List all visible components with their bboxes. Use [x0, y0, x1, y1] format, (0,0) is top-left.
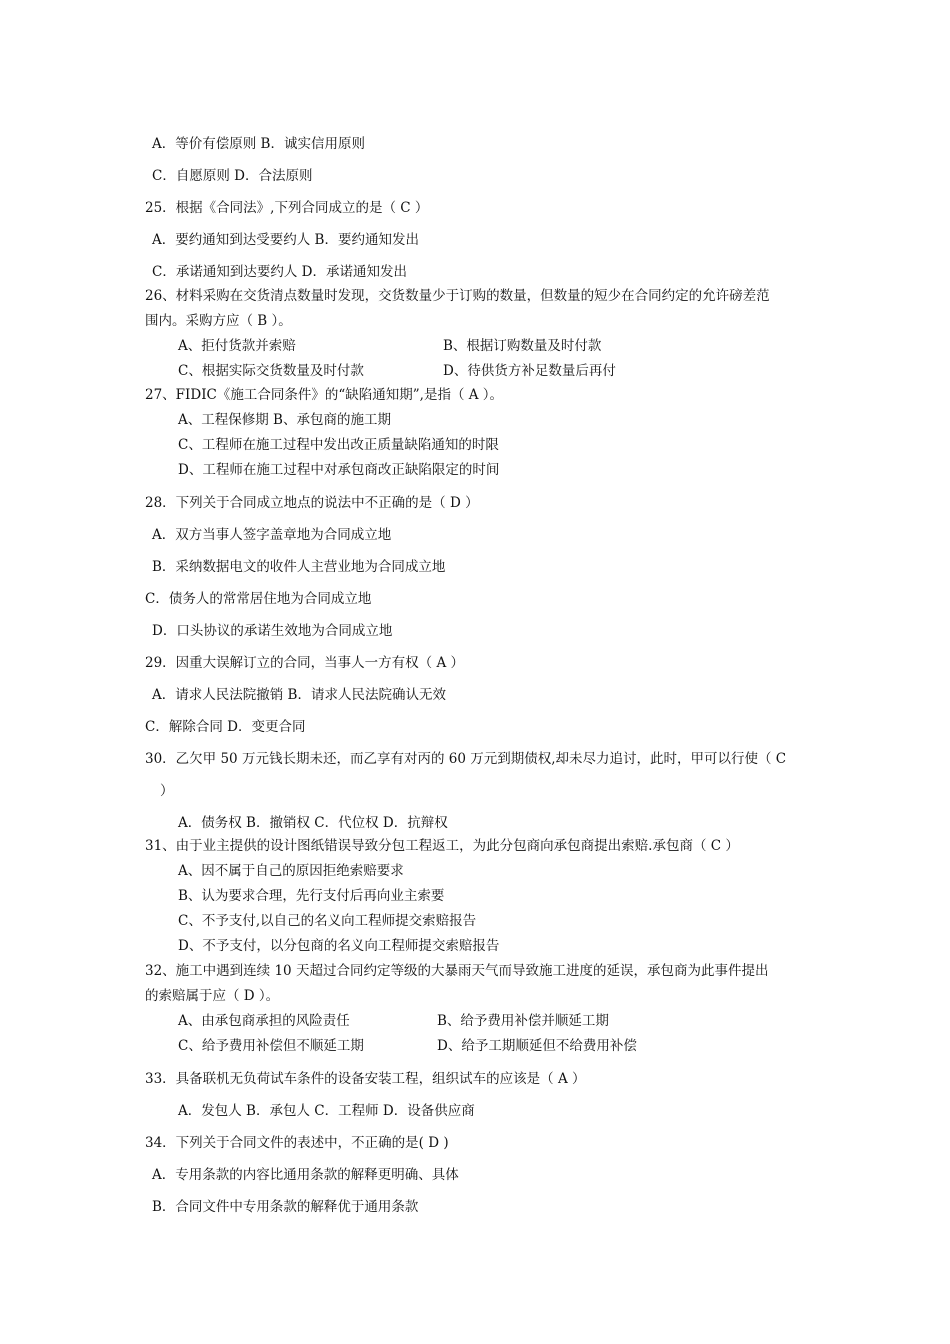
answer-option: B、给予费用补偿并顺延工期: [437, 1013, 609, 1029]
answer-options-line: A．等价有偿原则 B．诚实信用原则: [152, 136, 365, 152]
question-line: ）: [160, 783, 174, 799]
answer-options-line: C．解除合同 D．变更合同: [145, 719, 306, 735]
question-line: 33．具备联机无负荷试车条件的设备安装工程，组织试车的应该是（ A ）: [145, 1071, 586, 1087]
question-line: 34．下列关于合同文件的表述中，不正确的是( D ): [145, 1135, 449, 1151]
answer-option: B、认为要求合理，先行支付后再向业主索要: [178, 888, 445, 904]
answer-option: A、由承包商承担的风险责任: [178, 1013, 350, 1029]
answer-option: A．双方当事人签字盖章地为合同成立地: [152, 527, 392, 543]
answer-option: D、待供货方补足数量后再付: [443, 363, 616, 379]
answer-option: C、工程师在施工过程中发出改正质量缺陷通知的时限: [178, 437, 499, 453]
answer-option: C、根据实际交货数量及时付款: [178, 363, 364, 379]
answer-option: B．采纳数据电文的收件人主营业地为合同成立地: [152, 559, 446, 575]
answer-option: C．债务人的常常居住地为合同成立地: [145, 591, 372, 607]
answer-options-line: A．请求人民法院撤销 B．请求人民法院确认无效: [152, 687, 446, 703]
answer-options-line: A．发包人 B．承包人 C．工程师 D．设备供应商: [178, 1103, 475, 1119]
answer-option: A、因不属于自己的原因拒绝索赔要求: [178, 863, 404, 879]
answer-option: D、给予工期顺延但不给费用补偿: [437, 1038, 637, 1054]
question-line: 28．下列关于合同成立地点的说法中不正确的是（ D ）: [145, 495, 479, 511]
answer-options-line: A．债务权 B．撤销权 C．代位权 D．抗辩权: [178, 815, 448, 831]
answer-option: B．合同文件中专用条款的解释优于通用条款: [152, 1199, 419, 1215]
answer-options-line: C．自愿原则 D．合法原则: [152, 168, 313, 184]
question-line: 31、由于业主提供的设计图纸错误导致分包工程返工，为此分包商向承包商提出索赔.承包商（ C ）: [145, 838, 739, 854]
question-line: 30．乙欠甲 50 万元钱长期未还，而乙享有对丙的 60 万元到期债权,却未尽力追讨，此时，甲可以行使（ C: [145, 751, 787, 767]
answer-option: C、给予费用补偿但不顺延工期: [178, 1038, 364, 1054]
answer-option: D、工程师在施工过程中对承包商改正缺陷限定的时间: [178, 462, 500, 478]
answer-option: C、不予支付,以自己的名义向工程师提交索赔报告: [178, 913, 477, 929]
question-line: 32、施工中遇到连续 10 天超过合同约定等级的大暴雨天气而导致施工进度的延误，承包商为此事件提出: [145, 963, 769, 979]
question-line: 25．根据《合同法》,下列合同成立的是（ C ）: [145, 200, 429, 216]
answer-option: D．口头协议的承诺生效地为合同成立地: [152, 623, 393, 639]
answer-option: B、根据订购数量及时付款: [443, 338, 602, 354]
answer-options-line: C．承诺通知到达要约人 D．承诺通知发出: [152, 264, 407, 280]
answer-option: A．专用条款的内容比通用条款的解释更明确、具体: [152, 1167, 459, 1183]
answer-options-line: A．要约通知到达受要约人 B．要约通知发出: [152, 232, 419, 248]
answer-option: A、拒付货款并索赔: [178, 338, 296, 354]
question-line: 26、材料采购在交货清点数量时发现，交货数量少于订购的数量，但数量的短少在合同约定的允许磅差范: [145, 288, 770, 304]
question-line: 29．因重大误解订立的合同，当事人一方有权（ A ）: [145, 655, 465, 671]
answer-options-line: A、工程保修期 B、承包商的施工期: [178, 412, 391, 428]
question-line: 的索赔属于应（ D ）。: [145, 988, 280, 1004]
question-line: 27、FIDIC《施工合同条件》的“缺陷通知期”,是指（ A ）。: [145, 387, 504, 403]
question-line: 围内。采购方应（ B ）。: [145, 313, 292, 329]
answer-option: D、不予支付，以分包商的名义向工程师提交索赔报告: [178, 938, 500, 954]
